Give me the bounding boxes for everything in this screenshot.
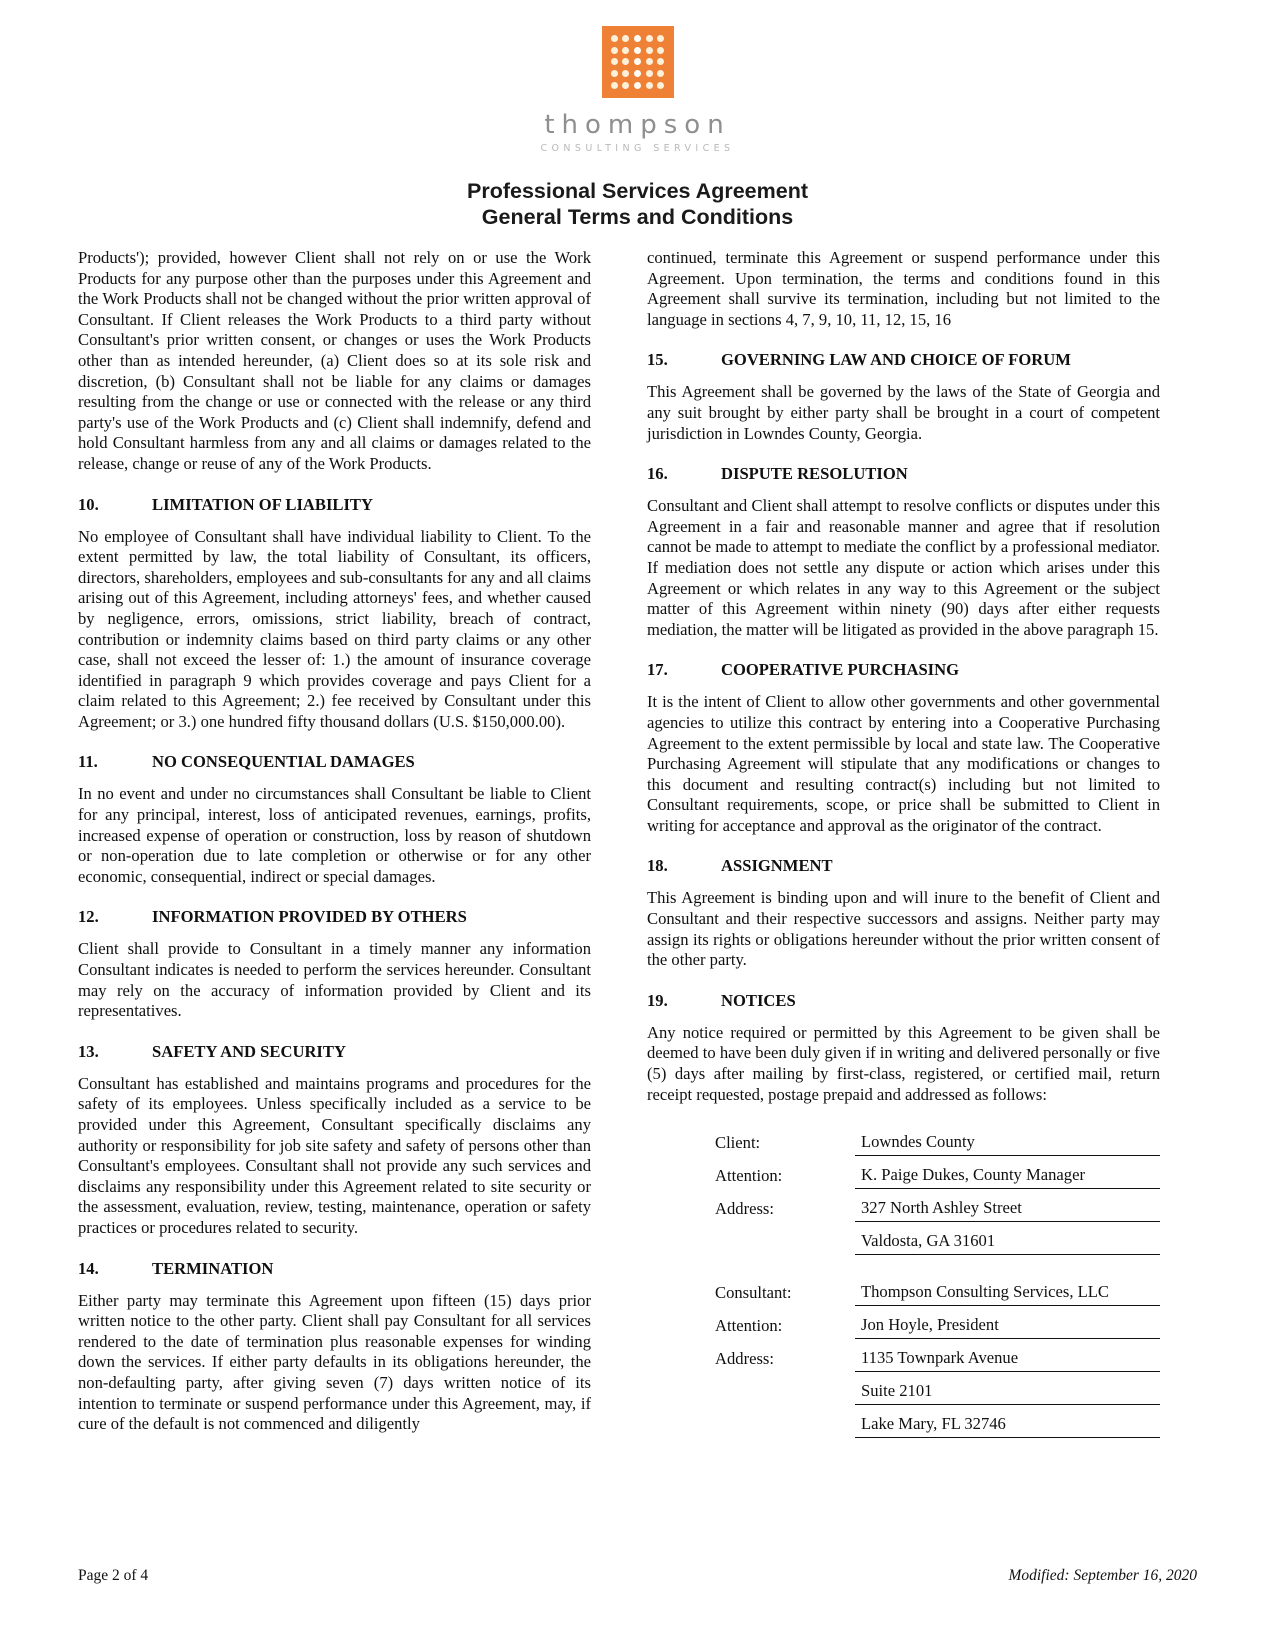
section-body-13: Consultant has established and maintains programs and procedures for the safety of its employees. Unless specifically included as a service to be provided under this Agreement, Consultant specifically disclaims any authority or responsibility for job site safety and safety of persons other than Consultant's employees. Consultant shall not provide any such services and disclaims any responsibility under this Agreement related to site security or the assessment, evaluation, review, testing, maintenance, operation or safety practices or procedures related to security. bbox=[78, 1073, 591, 1237]
logo-dot bbox=[657, 47, 664, 54]
section-title-16: DISPUTE RESOLUTION bbox=[721, 464, 908, 484]
right-column bbox=[647, 248, 1160, 1464]
logo-dot bbox=[622, 58, 629, 65]
logo-dot bbox=[622, 82, 629, 89]
section-title-12: INFORMATION PROVIDED BY OTHERS bbox=[152, 907, 467, 927]
section-heading-11 bbox=[78, 752, 591, 772]
section-heading-18 bbox=[647, 856, 1160, 876]
notice-label: Consultant: bbox=[715, 1283, 792, 1303]
logo-dot bbox=[622, 70, 629, 77]
logo-dot bbox=[634, 58, 641, 65]
notice-row bbox=[715, 1314, 1160, 1339]
notice-label: Attention: bbox=[715, 1316, 783, 1336]
notice-label: Address: bbox=[715, 1349, 774, 1369]
section-title-13: SAFETY AND SECURITY bbox=[152, 1041, 346, 1061]
section-number-13: 13. bbox=[78, 1041, 99, 1061]
notice-value-consultant-address2[interactable]: Suite 2101 bbox=[855, 1380, 1160, 1405]
page-footer bbox=[78, 1567, 1197, 1585]
company-logo bbox=[541, 26, 735, 154]
notice-value-consultant-address1[interactable]: 1135 Townpark Avenue bbox=[855, 1347, 1160, 1372]
logo-dot bbox=[634, 70, 641, 77]
logo-dot bbox=[657, 58, 664, 65]
notice-label bbox=[715, 1403, 855, 1405]
logo-dot bbox=[646, 58, 653, 65]
notice-value-client[interactable]: Lowndes County bbox=[855, 1131, 1160, 1156]
client-notice-group bbox=[715, 1131, 1160, 1255]
continued-paragraph-left: Products'); provided, however Client shall not rely on or use the Work Products for any purpose other than the purposes under this Agreement and the Work Products shall not be changed without the prior written approval of Consultant. If Client releases the Work Products to a third party without Consultant's prior written consent, or changes or uses the Work Products other than as intended hereunder, (a) Client does so at its sole risk and discretion, (b) Consultant shall not be liable for any claims or damages resulting from the change or use or connected with the release or any third party's use of the Work Products and (c) Client shall indemnify, defend and hold Consultant harmless from any and all claims or damages related to the release, change or reuse of any of the Work Products. bbox=[78, 248, 591, 473]
section-heading-17 bbox=[647, 660, 1160, 680]
notice-value-client-address2[interactable]: Valdosta, GA 31601 bbox=[855, 1230, 1160, 1255]
logo-dot bbox=[611, 82, 618, 89]
page-title bbox=[0, 178, 1275, 230]
document-body bbox=[0, 230, 1275, 1464]
notice-label: Address: bbox=[715, 1199, 774, 1219]
section-body-18: This Agreement is binding upon and will inure to the benefit of Client and Consultant and their respective successors and assigns. Neither party may assign its rights or obligations hereunder without the prior written consent of the other party. bbox=[647, 888, 1160, 970]
consultant-notice-group bbox=[715, 1281, 1160, 1438]
section-number-16: 16. bbox=[647, 464, 668, 484]
section-body-10: No employee of Consultant shall have individual liability to Client. To the extent permitted by law, the total liability of Consultant, its officers, directors, shareholders, employees and sub-consultants for any and all claims arising out of this Agreement, including attorneys' fees, and whether caused by negligence, errors, omissions, strict liability, breach of contract, contribution or indemnity claims based on third party claims or any other case, shall not exceed the lesser of: 1.) the amount of insurance coverage identified in paragraph 9 which provides coverage and pays Client for a claim related to this Agreement; 2.) fee received by Consultant under this Agreement; or 3.) one hundred fifty thousand dollars (U.S. $150,000.00). bbox=[78, 526, 591, 731]
section-title-19: NOTICES bbox=[721, 990, 796, 1010]
section-heading-12 bbox=[78, 907, 591, 927]
section-body-12: Client shall provide to Consultant in a timely manner any information Consultant indicates is needed to perform the services hereunder. Consultant may rely on the accuracy of information provided by Client and its representatives. bbox=[78, 939, 591, 1021]
logo-dot bbox=[611, 35, 618, 42]
section-heading-15 bbox=[647, 350, 1160, 370]
section-body-15: This Agreement shall be governed by the laws of the State of Georgia and any suit brought by either party shall be brought in a court of competent jurisdiction in Lowndes County, Georgia. bbox=[647, 382, 1160, 443]
logo-dot bbox=[646, 47, 653, 54]
section-heading-10 bbox=[78, 495, 591, 515]
notice-row bbox=[715, 1281, 1160, 1306]
notice-label: Client: bbox=[715, 1133, 761, 1153]
section-body-16: Consultant and Client shall attempt to resolve conflicts or disputes under this Agreement in a fair and reasonable manner and agree that if resolution cannot be made to attempt to mediate the conflict by a professional mediator. If mediation does not settle any dispute or action which arises under this Agreement or which relates in any way to this Agreement or the subject matter of this Agreement within ninety (90) days after either requests mediation, the matter will be litigated as provided in the above paragraph 15. bbox=[647, 496, 1160, 639]
section-number-19: 19. bbox=[647, 990, 668, 1010]
section-body-14: Either party may terminate this Agreement upon fifteen (15) days prior written notice to the other party. Client shall pay Consultant for all services rendered to the date of termination plus reasonable expenses for winding down the services. If either party defaults in its obligations hereunder, the non-defaulting party, after giving seven (7) days written notice of its intention to terminate or suspend performance under this Agreement, may, if cure of the default is not commenced and diligently bbox=[78, 1290, 591, 1434]
notice-value-client-attention[interactable]: K. Paige Dukes, County Manager bbox=[855, 1164, 1160, 1189]
left-column bbox=[78, 248, 591, 1464]
notice-row bbox=[715, 1131, 1160, 1156]
notice-value-client-address1[interactable]: 327 North Ashley Street bbox=[855, 1197, 1160, 1222]
page-number: Page 2 of 4 bbox=[78, 1567, 149, 1584]
logo-dot bbox=[622, 47, 629, 54]
notice-label bbox=[715, 1253, 855, 1255]
section-number-12: 12. bbox=[78, 907, 99, 927]
notice-row bbox=[715, 1380, 1160, 1405]
logo-dot bbox=[634, 47, 641, 54]
page-title-line2: General Terms and Conditions bbox=[481, 205, 794, 229]
section-number-14: 14. bbox=[78, 1258, 99, 1278]
logo-dot bbox=[611, 47, 618, 54]
notice-label bbox=[715, 1436, 855, 1438]
logo-dot bbox=[646, 70, 653, 77]
notice-row bbox=[715, 1347, 1160, 1372]
logo-dot bbox=[657, 70, 664, 77]
section-title-14: TERMINATION bbox=[152, 1258, 274, 1278]
logo-dot-grid-icon bbox=[602, 26, 674, 98]
document-header bbox=[0, 0, 1275, 156]
section-number-15: 15. bbox=[647, 350, 668, 370]
notice-value-consultant-address3[interactable]: Lake Mary, FL 32746 bbox=[855, 1413, 1160, 1438]
section-title-11: NO CONSEQUENTIAL DAMAGES bbox=[152, 752, 415, 772]
logo-dot bbox=[611, 58, 618, 65]
section-number-11: 11. bbox=[78, 752, 98, 772]
logo-dot bbox=[646, 35, 653, 42]
section-heading-14 bbox=[78, 1259, 591, 1279]
notice-row bbox=[715, 1197, 1160, 1222]
section-body-19: Any notice required or permitted by this Agreement to be given shall be deemed to have been duly given if in writing and delivered personally or five (5) days after mailing by first-class, registered, or certified mail, return receipt requested, postage prepaid and addressed as follows: bbox=[647, 1022, 1160, 1104]
continued-paragraph-right: continued, terminate this Agreement or suspend performance under this Agreement. Upon termination, the terms and conditions found in this Agreement shall survive its termination, including but not limited to the language in sections 4, 7, 9, 10, 11, 12, 15, 16 bbox=[647, 248, 1160, 329]
logo-dot bbox=[646, 82, 653, 89]
logo-tagline: CONSULTING SERVICES bbox=[540, 143, 735, 154]
notice-row bbox=[715, 1413, 1160, 1438]
section-title-17: COOPERATIVE PURCHASING bbox=[721, 660, 960, 680]
section-heading-16 bbox=[647, 464, 1160, 484]
logo-dot bbox=[634, 35, 641, 42]
notice-row bbox=[715, 1164, 1160, 1189]
logo-dot bbox=[611, 70, 618, 77]
notice-value-consultant-attention[interactable]: Jon Hoyle, President bbox=[855, 1314, 1160, 1339]
logo-wordmark: thompson bbox=[544, 110, 731, 140]
notices-address-block bbox=[647, 1131, 1160, 1438]
section-heading-19 bbox=[647, 991, 1160, 1011]
section-body-17: It is the intent of Client to allow other governments and other governmental agencies to utilize this contract by entering into a Cooperative Purchasing Agreement to the extent permissible by local and state law. The Cooperative Purchasing Agreement will stipulate that any modifications or changes to this document and resulting contract(s) including but not limited to Consultant requirements, scope, or price shall be submitted to Client in writing for acceptance and approval as the originator of the contract. bbox=[647, 692, 1160, 835]
section-body-11: In no event and under no circumstances shall Consultant be liable to Client for any principal, interest, loss of anticipated revenues, earnings, profits, increased expense of operation or construction, loss by reason of shutdown or non-operation due to late completion or otherwise or for any other economic, consequential, indirect or special damages. bbox=[78, 784, 591, 886]
notice-row bbox=[715, 1230, 1160, 1255]
section-title-15: GOVERNING LAW AND CHOICE OF FORUM bbox=[721, 350, 1071, 370]
page-title-line1: Professional Services Agreement bbox=[467, 179, 808, 203]
notice-value-consultant[interactable]: Thompson Consulting Services, LLC bbox=[855, 1281, 1160, 1306]
modified-date: Modified: September 16, 2020 bbox=[1008, 1567, 1197, 1584]
section-heading-13 bbox=[78, 1042, 591, 1062]
notice-label: Attention: bbox=[715, 1166, 783, 1186]
section-number-17: 17. bbox=[647, 660, 668, 680]
logo-dot bbox=[634, 82, 641, 89]
section-number-18: 18. bbox=[647, 856, 668, 876]
logo-dot bbox=[657, 35, 664, 42]
logo-dot bbox=[622, 35, 629, 42]
section-number-10: 10. bbox=[78, 494, 99, 514]
section-title-18: ASSIGNMENT bbox=[721, 856, 833, 876]
logo-dot bbox=[657, 82, 664, 89]
section-title-10: LIMITATION OF LIABILITY bbox=[152, 494, 373, 514]
